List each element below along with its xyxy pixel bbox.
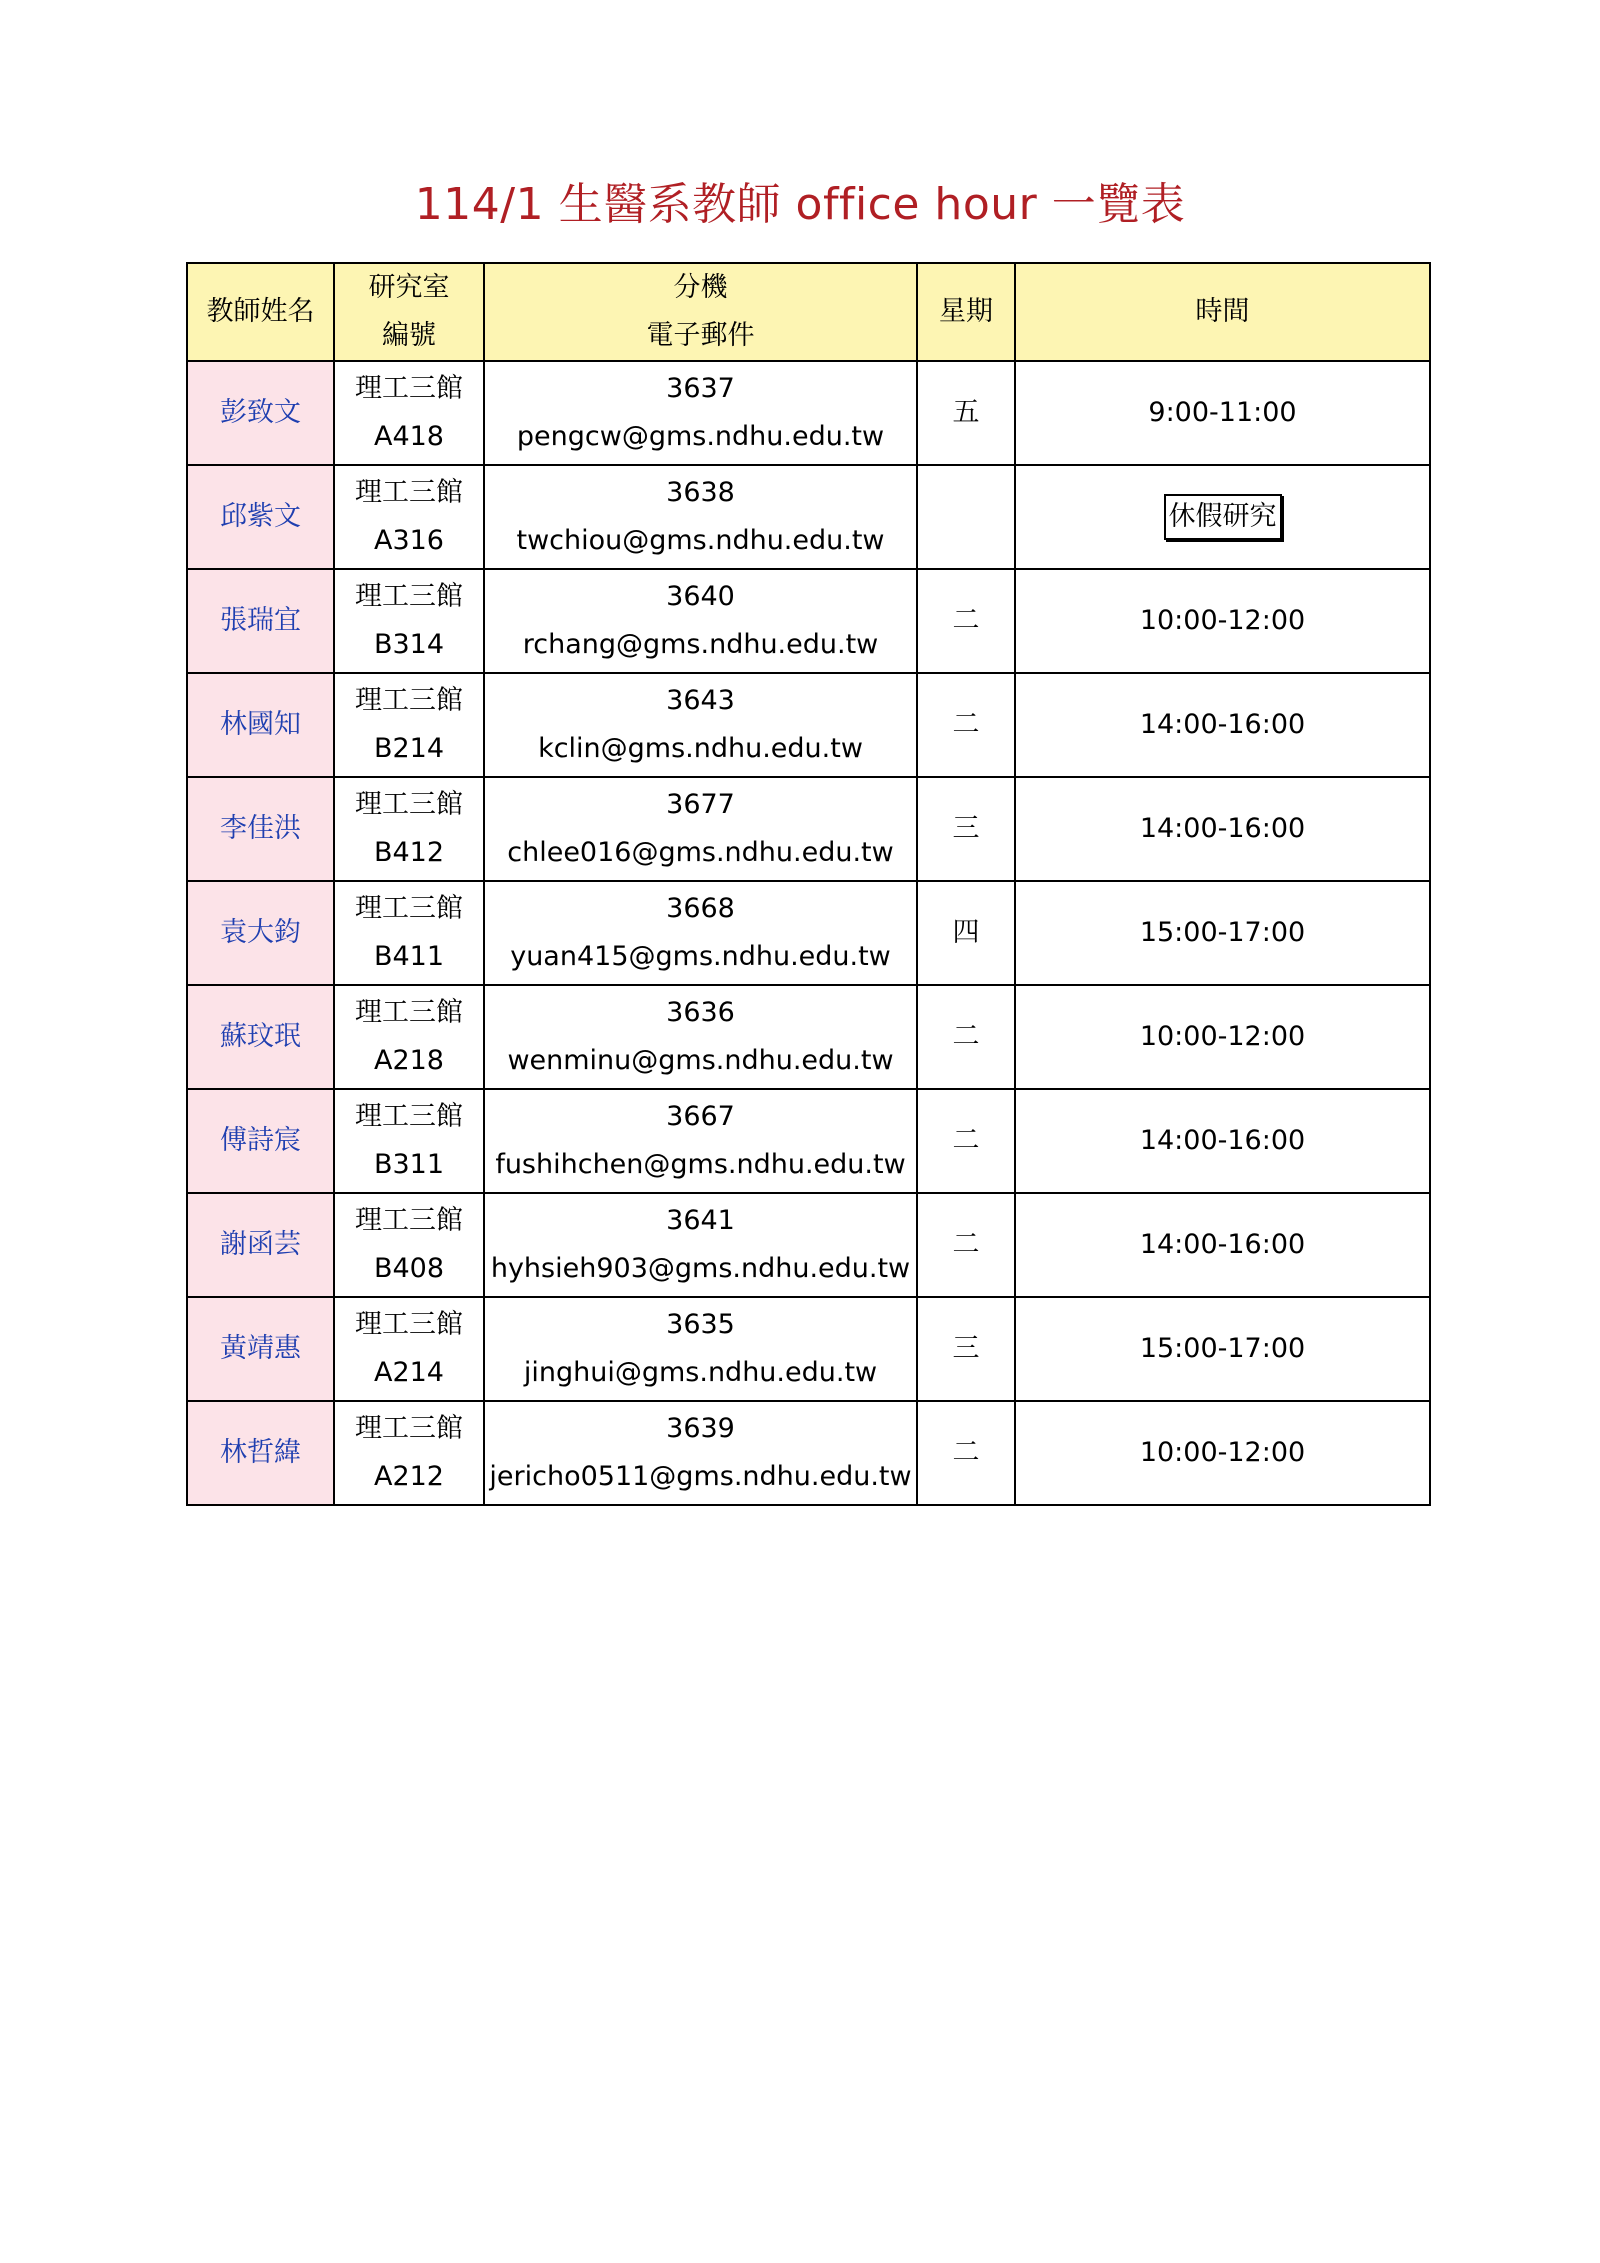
time-cell: [1015, 881, 1430, 985]
extension-number: 3637: [666, 373, 735, 404]
building-text: 理工三館: [355, 893, 463, 924]
header-weekday: 星期: [917, 263, 1015, 361]
teacher-name: 謝函芸: [187, 1193, 334, 1297]
contact-cell: [484, 1193, 917, 1297]
table-row: [187, 1401, 1430, 1505]
teacher-name: 彭致文: [187, 361, 334, 465]
weekday-cell: [917, 465, 1015, 569]
time-cell: [1015, 361, 1430, 465]
email-address[interactable]: hyhsieh903@gms.ndhu.edu.tw: [490, 1253, 911, 1284]
table-row: [187, 777, 1430, 881]
time-text: 15:00-17:00: [1139, 1333, 1306, 1364]
email-address[interactable]: yuan415@gms.ndhu.edu.tw: [510, 941, 891, 972]
table-row: [187, 1193, 1430, 1297]
time-text: 10:00-12:00: [1139, 1437, 1306, 1468]
table-row: [187, 1297, 1430, 1401]
room-cell: [334, 361, 484, 465]
extension-number: 3668: [666, 893, 735, 924]
room-cell: [334, 1297, 484, 1401]
building-text: 理工三館: [355, 685, 463, 716]
table-row: [187, 985, 1430, 1089]
email-address[interactable]: wenminu@gms.ndhu.edu.tw: [507, 1045, 894, 1076]
contact-cell: [484, 569, 917, 673]
contact-cell: [484, 1297, 917, 1401]
time-cell: [1015, 1297, 1430, 1401]
building-text: 理工三館: [355, 997, 463, 1028]
teacher-name: 林哲緯: [187, 1401, 334, 1505]
room-number: B408: [373, 1253, 445, 1284]
table-row: [187, 673, 1430, 777]
weekday-cell: 二: [917, 1401, 1015, 1505]
contact-cell: [484, 465, 917, 569]
extension-number: 3635: [666, 1309, 735, 1340]
time-text: 14:00-16:00: [1139, 1229, 1306, 1260]
room-number: B314: [373, 629, 445, 660]
time-cell: [1015, 777, 1430, 881]
header-time: 時間: [1015, 263, 1430, 361]
teacher-name: 張瑞宜: [187, 569, 334, 673]
extension-number: 3640: [666, 581, 735, 612]
table-row: [187, 1089, 1430, 1193]
time-text: 14:00-16:00: [1139, 709, 1306, 740]
email-address[interactable]: twchiou@gms.ndhu.edu.tw: [516, 525, 885, 556]
teacher-name: 袁大鈞: [187, 881, 334, 985]
email-address[interactable]: kclin@gms.ndhu.edu.tw: [538, 733, 863, 764]
building-text: 理工三館: [355, 1309, 463, 1340]
office-hour-table: [186, 262, 1431, 1506]
room-number: B214: [373, 733, 445, 764]
room-cell: [334, 777, 484, 881]
weekday-cell: 四: [917, 881, 1015, 985]
email-address[interactable]: jericho0511@gms.ndhu.edu.tw: [489, 1461, 912, 1492]
table-row: [187, 881, 1430, 985]
table-header-row: [187, 263, 1430, 361]
extension-number: 3643: [666, 685, 735, 716]
extension-number: 3636: [666, 997, 735, 1028]
room-cell: [334, 673, 484, 777]
header-name: 教師姓名: [187, 263, 334, 361]
email-address[interactable]: rchang@gms.ndhu.edu.tw: [522, 629, 879, 660]
weekday-cell: 二: [917, 1193, 1015, 1297]
weekday-cell: 二: [917, 1089, 1015, 1193]
room-number: B311: [373, 1149, 445, 1180]
room-number: A212: [373, 1461, 444, 1492]
room-number: A214: [373, 1357, 444, 1388]
table-row: [187, 569, 1430, 673]
building-text: 理工三館: [355, 373, 463, 404]
table-row: [187, 361, 1430, 465]
header-contact: 分機 電子郵件: [484, 263, 917, 361]
extension-number: 3667: [666, 1101, 735, 1132]
building-text: 理工三館: [355, 477, 463, 508]
email-address[interactable]: chlee016@gms.ndhu.edu.tw: [507, 837, 894, 868]
building-text: 理工三館: [355, 581, 463, 612]
time-text: 15:00-17:00: [1139, 917, 1306, 948]
weekday-cell: 二: [917, 985, 1015, 1089]
email-address[interactable]: pengcw@gms.ndhu.edu.tw: [516, 421, 885, 452]
contact-cell: [484, 361, 917, 465]
extension-number: 3639: [666, 1413, 735, 1444]
time-cell: [1015, 1089, 1430, 1193]
contact-cell: [484, 777, 917, 881]
teacher-name: 林國知: [187, 673, 334, 777]
weekday-cell: 二: [917, 569, 1015, 673]
page-title: 114/1 生醫系教師 office hour 一覽表: [414, 179, 1186, 230]
email-address[interactable]: fushihchen@gms.ndhu.edu.tw: [495, 1149, 906, 1180]
room-cell: [334, 1193, 484, 1297]
room-number: A218: [373, 1045, 444, 1076]
building-text: 理工三館: [355, 789, 463, 820]
email-address[interactable]: jinghui@gms.ndhu.edu.tw: [523, 1357, 878, 1388]
room-number: B411: [373, 941, 445, 972]
teacher-name: 李佳洪: [187, 777, 334, 881]
time-cell: [1015, 465, 1430, 569]
room-number: B412: [373, 837, 445, 868]
building-text: 理工三館: [355, 1413, 463, 1444]
room-cell: [334, 985, 484, 1089]
table-row: [187, 465, 1430, 569]
time-cell: [1015, 1401, 1430, 1505]
teacher-name: 黃靖惠: [187, 1297, 334, 1401]
time-text: 10:00-12:00: [1139, 605, 1306, 636]
room-cell: [334, 881, 484, 985]
room-number: A316: [373, 525, 444, 556]
extension-number: 3677: [666, 789, 735, 820]
teacher-name: 傅詩宸: [187, 1089, 334, 1193]
time-text: 10:00-12:00: [1139, 1021, 1306, 1052]
weekday-cell: 三: [917, 1297, 1015, 1401]
time-text: 14:00-16:00: [1139, 813, 1306, 844]
time-text: 14:00-16:00: [1139, 1125, 1306, 1156]
contact-cell: [484, 1401, 917, 1505]
weekday-cell: 三: [917, 777, 1015, 881]
time-cell: [1015, 673, 1430, 777]
room-number: A418: [373, 421, 444, 452]
time-text: 9:00-11:00: [1148, 397, 1297, 428]
contact-cell: [484, 1089, 917, 1193]
weekday-cell: 二: [917, 673, 1015, 777]
weekday-cell: 五: [917, 361, 1015, 465]
contact-cell: [484, 673, 917, 777]
time-cell: [1015, 569, 1430, 673]
building-text: 理工三館: [355, 1101, 463, 1132]
sabbatical-label: 休假研究: [1164, 494, 1282, 540]
time-cell: [1015, 985, 1430, 1089]
header-room: 研究室 編號: [334, 263, 484, 361]
extension-number: 3641: [666, 1205, 735, 1236]
time-cell: [1015, 1193, 1430, 1297]
contact-cell: [484, 881, 917, 985]
teacher-name: 蘇玟珉: [187, 985, 334, 1089]
room-cell: [334, 1089, 484, 1193]
building-text: 理工三館: [355, 1205, 463, 1236]
extension-number: 3638: [666, 477, 735, 508]
room-cell: [334, 465, 484, 569]
room-cell: [334, 569, 484, 673]
contact-cell: [484, 985, 917, 1089]
room-cell: [334, 1401, 484, 1505]
teacher-name: 邱紫文: [187, 465, 334, 569]
